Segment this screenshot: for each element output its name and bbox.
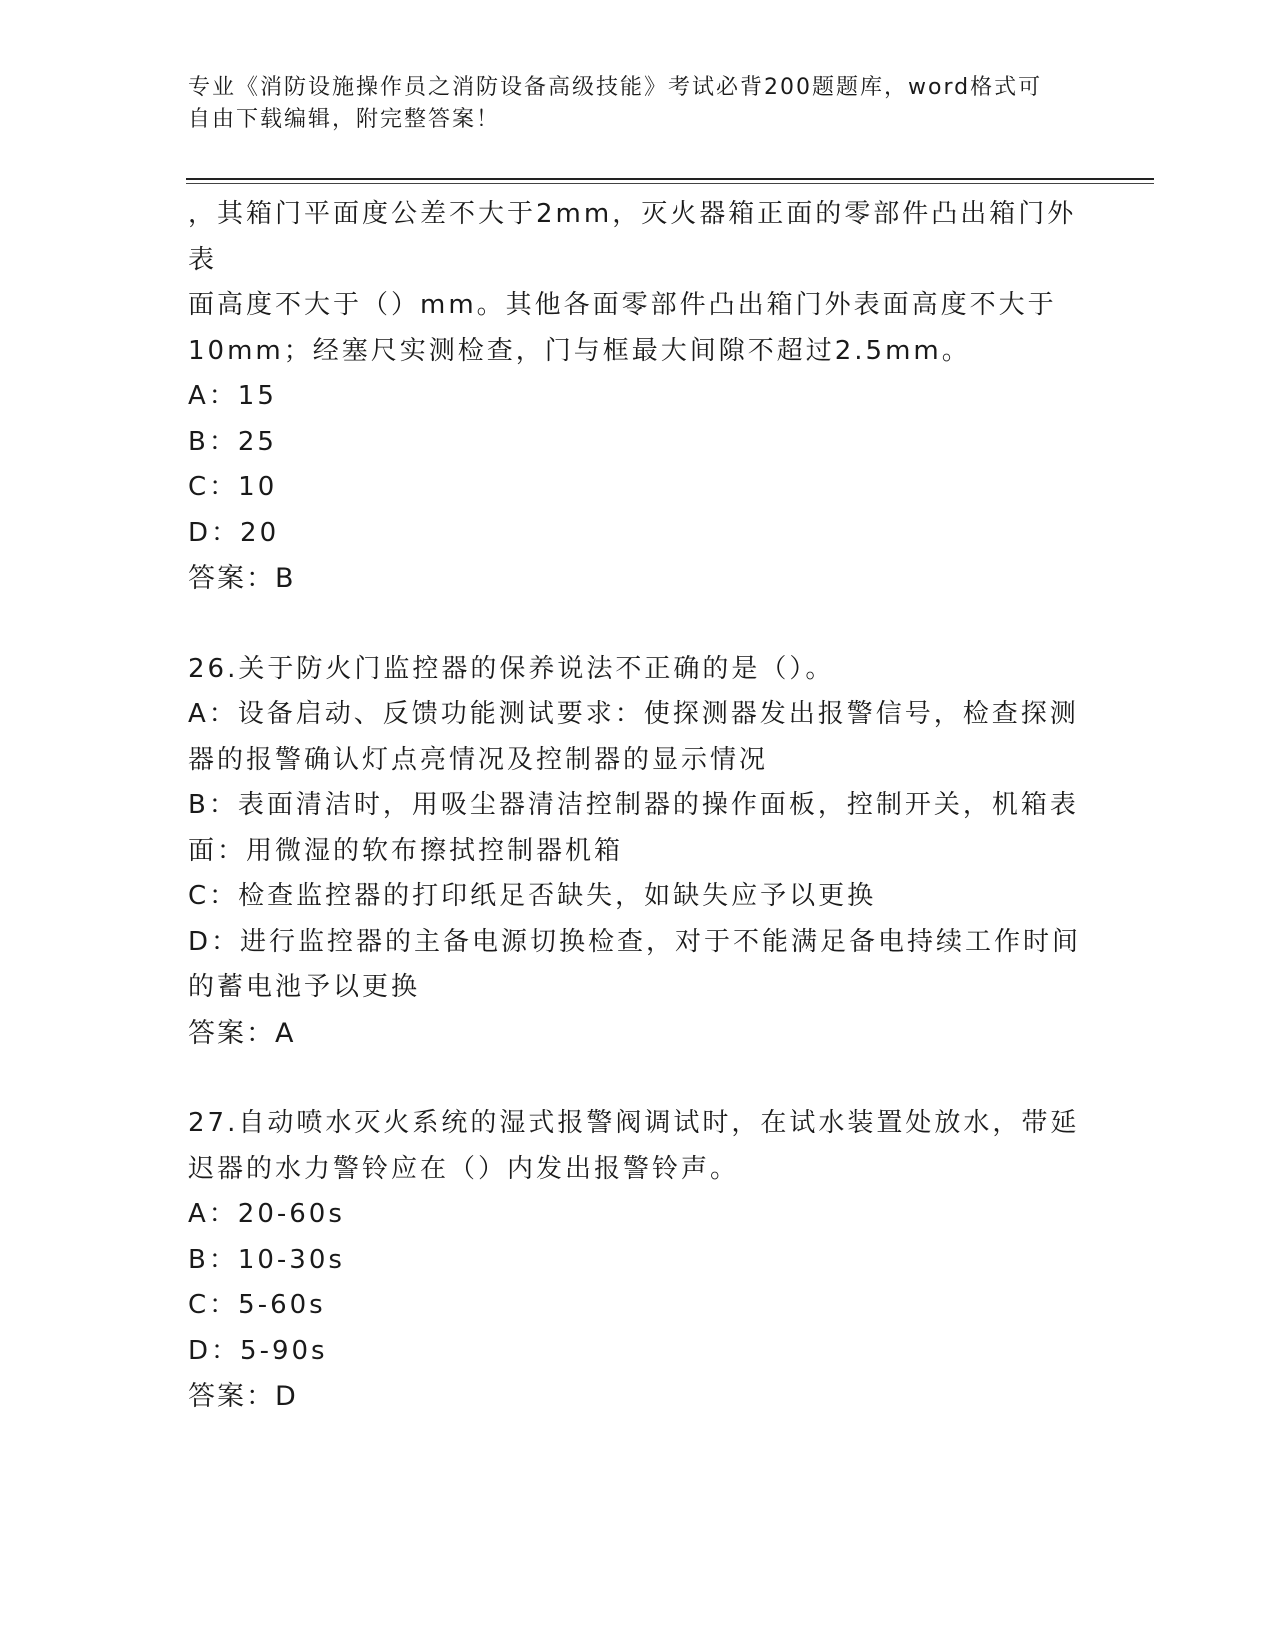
question-25 <box>188 192 1088 602</box>
question-stem-line: 面高度不大于（）mm。其他各面零部件凸出箱门外表面高度不大于 <box>188 290 1057 320</box>
option-d-line-2: 的蓄电池予以更换 <box>188 972 421 1002</box>
option-d: D：20 <box>188 517 280 548</box>
question-stem-line: 10mm；经塞尺实测检查，门与框最大间隙不超过2.5mm。 <box>188 335 971 366</box>
option-c: C：10 <box>188 472 278 502</box>
answer-line: 答案：D <box>188 1381 298 1412</box>
question-stem-line: 26.关于防火门监控器的保养说法不正确的是（）。 <box>188 653 835 684</box>
header-divider-thin <box>186 183 1154 184</box>
option-a: A：20-60s <box>188 1199 345 1229</box>
document-header <box>188 72 1068 136</box>
option-d-line-1: D：进行监控器的主备电源切换检查，对于不能满足备电持续工作时间 <box>188 926 1082 957</box>
question-gap <box>188 1056 1088 1101</box>
option-b: B：25 <box>188 426 277 457</box>
option-a-line-2: 器的报警确认灯点亮情况及控制器的显示情况 <box>188 744 769 775</box>
document-body <box>188 192 1088 1420</box>
answer-line: 答案：B <box>188 563 296 594</box>
option-a: A：15 <box>188 381 277 411</box>
question-stem-line: 迟器的水力警铃应在（）内发出报警铃声。 <box>188 1153 740 1184</box>
header-line-2: 自由下载编辑，附完整答案！ <box>188 107 501 132</box>
header-divider <box>186 178 1154 180</box>
option-b-line-2: 面：用微湿的软布擦拭控制器机箱 <box>188 835 624 866</box>
header-line-1: 专业《消防设施操作员之消防设备高级技能》考试必背200题题库，word格式可 <box>188 75 1043 100</box>
option-b: B：10-30s <box>188 1244 345 1275</box>
question-27 <box>188 1101 1088 1420</box>
question-gap <box>188 602 1088 647</box>
question-26 <box>188 647 1088 1057</box>
option-d: D：5-90s <box>188 1335 328 1366</box>
option-c: C：检查监控器的打印纸足否缺失，如缺失应予以更换 <box>188 881 877 911</box>
option-c: C：5-60s <box>188 1290 326 1320</box>
option-a-line-1: A：设备启动、反馈功能测试要求：使探测器发出报警信号，检查探测 <box>188 699 1079 729</box>
question-stem-line: ，其箱门平面度公差不大于2mm，灭火器箱正面的零部件凸出箱门外表 <box>188 199 1077 275</box>
question-stem-line: 27.自动喷水灭火系统的湿式报警阀调试时，在试水装置处放水，带延 <box>188 1108 1080 1138</box>
answer-line: 答案：A <box>188 1017 296 1049</box>
option-b-line-1: B：表面清洁时，用吸尘器清洁控制器的操作面板，控制开关，机箱表 <box>188 790 1079 820</box>
